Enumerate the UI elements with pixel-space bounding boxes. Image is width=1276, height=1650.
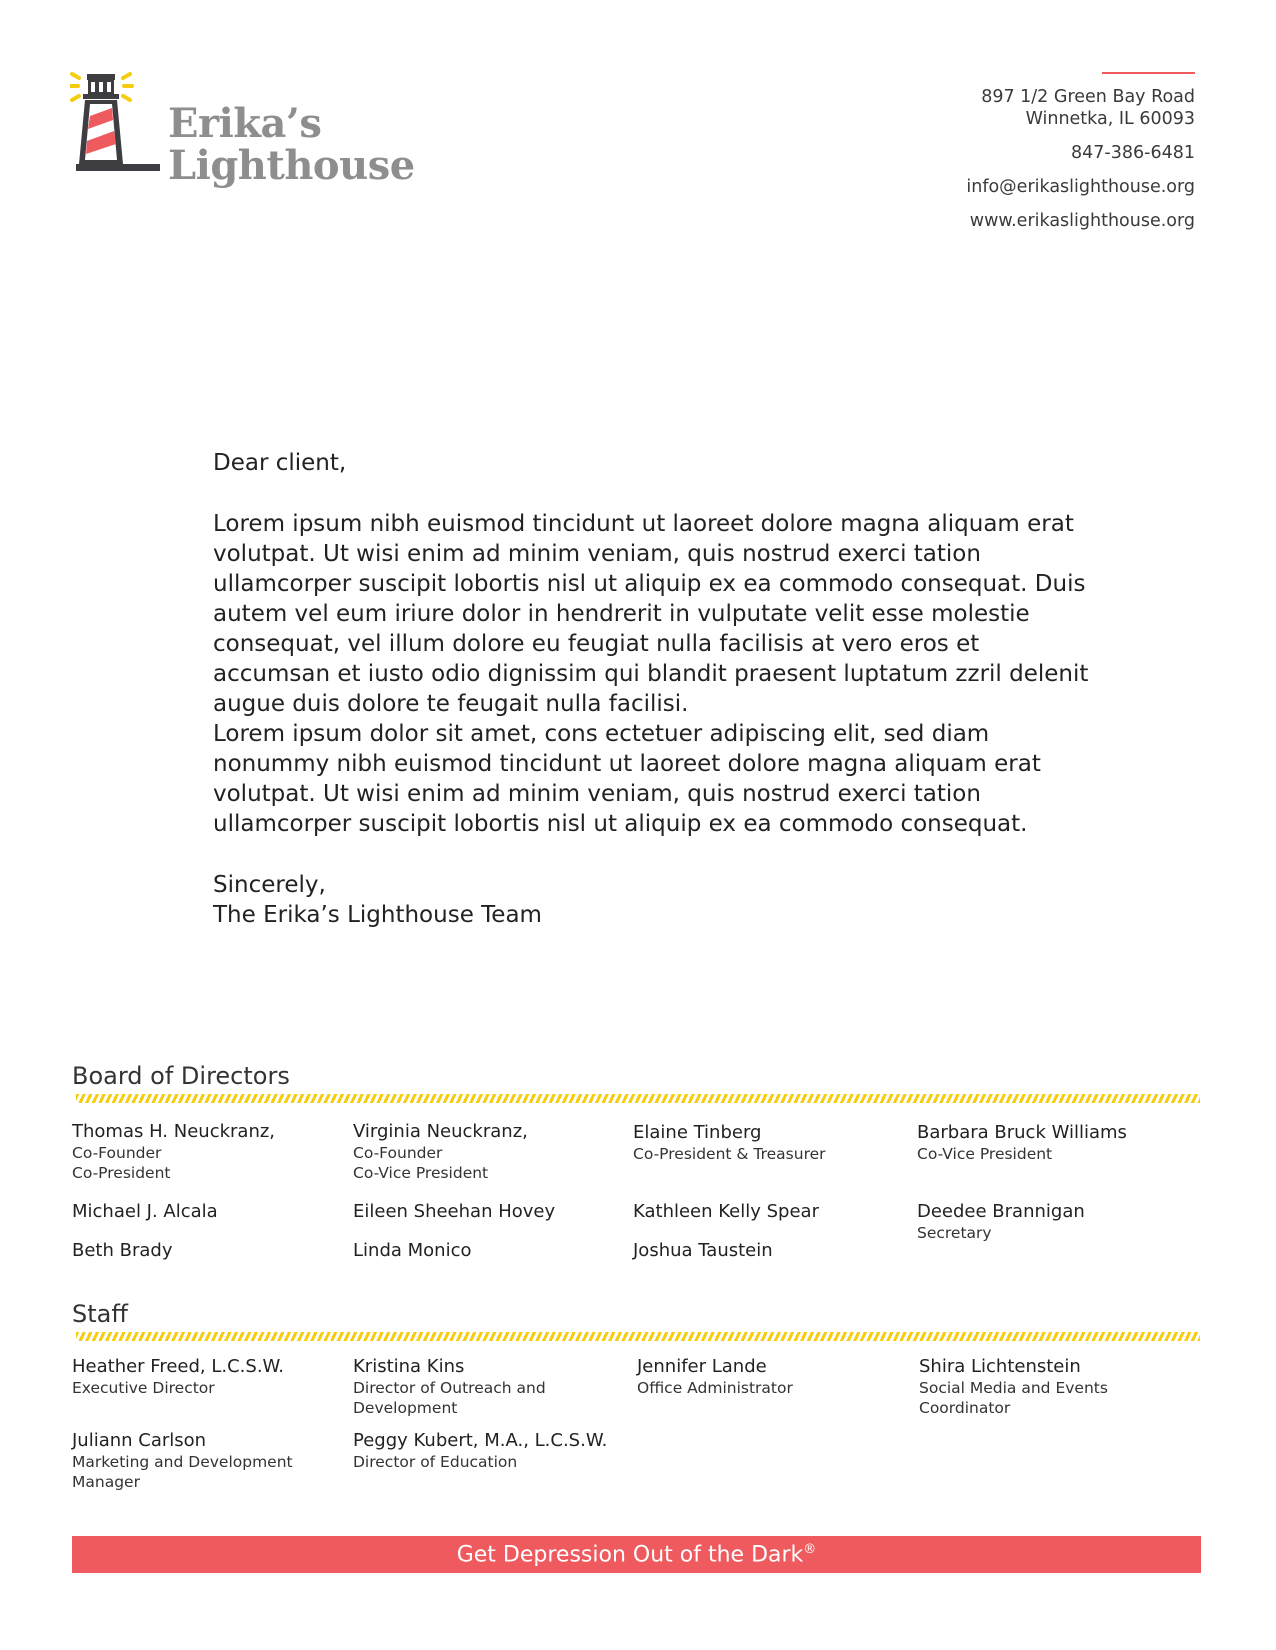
staff-divider-stripe: [76, 1332, 1200, 1341]
letter-body: [213, 448, 1093, 930]
staff-member: [72, 1430, 312, 1492]
member-role: Secretary: [917, 1224, 992, 1242]
member-name: Deedee Brannigan: [917, 1201, 1085, 1222]
address-line1: 897 1/2 Green Bay Road: [981, 87, 1195, 107]
member-name: Elaine Tinberg: [633, 1122, 762, 1143]
footer-tagline: [457, 1542, 817, 1567]
member-name: Eileen Sheehan Hovey: [353, 1201, 556, 1222]
member-role: Co-President: [72, 1164, 171, 1182]
logo-wordmark-line2: Lighthouse: [168, 142, 415, 189]
board-member: [72, 1201, 332, 1223]
staff-member: [72, 1356, 332, 1398]
member-name: Heather Freed, L.C.S.W.: [72, 1356, 285, 1377]
address-line2: Winnetka, IL 60093: [1025, 109, 1195, 129]
letter-closing: Sincerely,: [213, 872, 326, 898]
footer-tagline-bar: [72, 1536, 1201, 1573]
letter-paragraph-1: Lorem ipsum nibh euismod tincidunt ut laoreet dolore magna aliquam erat volutpat. Ut wisi enim ad minim veniam, quis nostrud exerci tation ullamcorper suscipit lobortis nisl ut aliquip ex ea commodo consequat. Duis autem vel eum iriure dolor in hendrerit in vulputate velit esse molestie consequat, vel illum dolore eu feugiat nulla facilisis at vero eros et accumsan et iusto odio dignissim qui blandit praesent luptatum zzril delenit augue duis dolore te feugait nulla facilisi.: [213, 511, 1089, 717]
lighthouse-icon: [70, 72, 166, 182]
board-title: Board of Directors: [72, 1062, 290, 1090]
logo-wordmark-line1: Erika’s: [168, 100, 322, 147]
board-member: [917, 1122, 1177, 1164]
staff-member: [919, 1356, 1139, 1418]
board-member: [353, 1240, 613, 1262]
board-member: [633, 1201, 893, 1223]
member-name: Joshua Taustein: [633, 1240, 773, 1261]
letter-greeting: Dear client,: [213, 450, 347, 476]
member-name: Linda Monico: [353, 1240, 472, 1261]
member-role: Director of Education: [353, 1453, 518, 1471]
member-role: Co-Founder: [72, 1144, 162, 1162]
staff-member: [353, 1356, 583, 1418]
board-member: [353, 1201, 613, 1223]
member-role: Office Administrator: [637, 1379, 793, 1397]
member-name: Virginia Neuckranz,: [353, 1121, 528, 1142]
board-member: [72, 1240, 332, 1262]
member-name: Kathleen Kelly Spear: [633, 1201, 819, 1222]
member-name: Shira Lichtenstein: [919, 1356, 1081, 1377]
brand-logo: [70, 72, 415, 202]
member-name: Juliann Carlson: [72, 1430, 207, 1451]
contact-block: [865, 72, 1195, 232]
board-member: [72, 1121, 332, 1183]
member-role: Co-President & Treasurer: [633, 1145, 826, 1163]
board-member: [633, 1240, 893, 1262]
member-role: Executive Director: [72, 1379, 215, 1397]
registered-mark: ®: [803, 1541, 817, 1557]
member-role: Co-Vice President: [917, 1145, 1053, 1163]
email-address[interactable]: info@erikaslighthouse.org: [966, 177, 1195, 197]
staff-member: [637, 1356, 897, 1398]
board-divider-stripe: [76, 1094, 1200, 1103]
board-member: [917, 1201, 1177, 1243]
contact-accent-line: [1102, 72, 1195, 74]
board-member: [353, 1121, 613, 1183]
member-name: Barbara Bruck Williams: [917, 1122, 1127, 1143]
member-name: Michael J. Alcala: [72, 1201, 218, 1222]
member-role: Social Media and Events Coordinator: [919, 1379, 1108, 1417]
website-link[interactable]: www.erikaslighthouse.org: [969, 211, 1195, 231]
letter-signature: The Erika’s Lighthouse Team: [213, 902, 542, 928]
member-role: Co-Vice President: [353, 1164, 489, 1182]
staff-member: [353, 1430, 613, 1472]
member-name: Kristina Kins: [353, 1356, 465, 1377]
phone-number: 847-386-6481: [1071, 143, 1195, 163]
member-role: Marketing and Development Manager: [72, 1453, 293, 1491]
tagline-text: Get Depression Out of the Dark: [456, 1542, 804, 1568]
member-name: Jennifer Lande: [637, 1356, 767, 1377]
member-role: Director of Outreach and Development: [353, 1379, 546, 1417]
letter-paragraph-2: Lorem ipsum dolor sit amet, cons ectetuer adipiscing elit, sed diam nonummy nibh euismod tincidunt ut laoreet dolore magna aliquam erat volutpat. Ut wisi enim ad minim veniam, quis nostrud exerci tation ullamcorper suscipit lobortis nisl ut aliquip ex ea commodo consequat.: [213, 721, 1041, 837]
member-name: Peggy Kubert, M.A., L.C.S.W.: [353, 1430, 608, 1451]
member-name: Thomas H. Neuckranz,: [72, 1121, 276, 1142]
staff-title: Staff: [72, 1300, 128, 1328]
member-role: Co-Founder: [353, 1144, 443, 1162]
board-member: [633, 1122, 893, 1164]
member-name: Beth Brady: [72, 1240, 173, 1261]
